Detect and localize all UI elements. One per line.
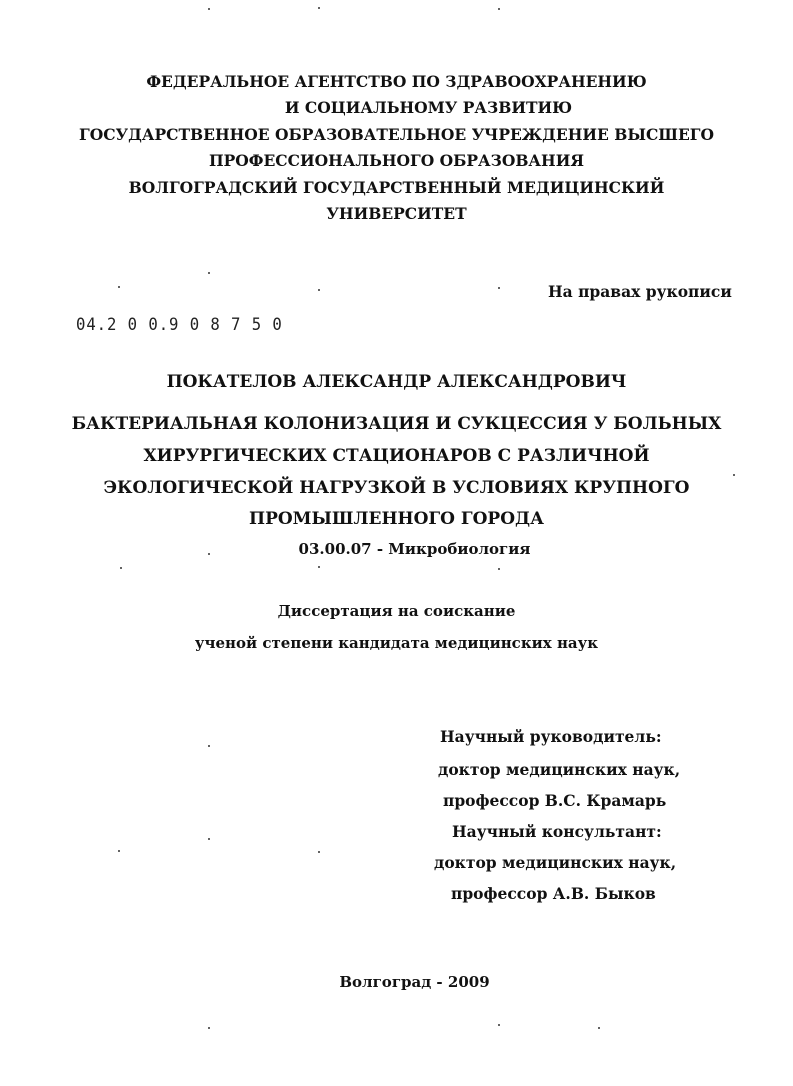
registration-number: 04.2 0 0.9 0 8 7 5 0	[76, 315, 283, 335]
thesis-title-line2: ХИРУРГИЧЕСКИХ СТАЦИОНАРОВ С РАЗЛИЧНОЙ	[143, 446, 650, 466]
scan-speck	[733, 474, 735, 476]
scan-speck	[318, 289, 320, 291]
scan-speck	[208, 8, 210, 10]
degree-line1: Диссертация на соискание	[277, 602, 516, 620]
consultant-degree: доктор медицинских наук,	[434, 853, 677, 872]
supervisor-degree: доктор медицинских наук,	[438, 760, 681, 779]
header-university-line1: ВОЛГОГРАДСКИЙ ГОСУДАРСТВЕННЫЙ МЕДИЦИНСКИЙ	[128, 178, 665, 197]
scan-speck	[208, 553, 210, 555]
manuscript-rights-note: На правах рукописи	[548, 282, 732, 301]
city-year: Волгоград - 2009	[339, 973, 490, 991]
consultant-label: Научный консультант:	[452, 822, 662, 841]
scan-speck	[598, 1027, 600, 1029]
scan-speck	[120, 567, 122, 569]
scan-speck	[118, 850, 120, 852]
header-institution-line2: ПРОФЕССИОНАЛЬНОГО ОБРАЗОВАНИЯ	[208, 151, 585, 170]
consultant-name: профессор А.В. Быков	[451, 884, 656, 903]
scan-speck	[208, 1027, 210, 1029]
scan-speck	[208, 838, 210, 840]
header-agency-line1: ФЕДЕРАЛЬНОЕ АГЕНТСТВО ПО ЗДРАВООХРАНЕНИЮ	[146, 72, 647, 91]
supervisor-name: профессор В.С. Крамарь	[443, 791, 667, 810]
header-agency-line2: И СОЦИАЛЬНОМУ РАЗВИТИЮ	[284, 98, 573, 117]
degree-line2: ученой степени кандидата медицинских наук	[194, 634, 599, 652]
author-name: ПОКАТЕЛОВ АЛЕКСАНДР АЛЕКСАНДРОВИЧ	[166, 372, 627, 392]
scan-speck	[318, 566, 320, 568]
scan-speck	[208, 272, 210, 274]
supervisor-label: Научный руководитель:	[440, 727, 662, 746]
specialty-code: 03.00.07 - Микробиология	[298, 540, 531, 558]
thesis-title-line1: БАКТЕРИАЛЬНАЯ КОЛОНИЗАЦИЯ И СУКЦЕССИЯ У БОЛЬНЫХ	[71, 414, 722, 434]
thesis-title-line3: ЭКОЛОГИЧЕСКОЙ НАГРУЗКОЙ В УСЛОВИЯХ КРУПНОГО	[103, 478, 690, 498]
scan-speck	[498, 1024, 500, 1026]
thesis-title-line4: ПРОМЫШЛЕННОГО ГОРОДА	[249, 509, 544, 529]
scan-speck	[208, 745, 210, 747]
scan-speck	[318, 851, 320, 853]
header-university-line2: УНИВЕРСИТЕТ	[326, 204, 467, 223]
scan-speck	[318, 7, 320, 9]
scan-speck	[498, 8, 500, 10]
scan-speck	[498, 568, 500, 570]
header-institution-line1: ГОСУДАРСТВЕННОЕ ОБРАЗОВАТЕЛЬНОЕ УЧРЕЖДЕНИЕ ВЫСШЕГО	[79, 125, 714, 144]
scan-speck	[118, 286, 120, 288]
scan-speck	[498, 287, 500, 289]
